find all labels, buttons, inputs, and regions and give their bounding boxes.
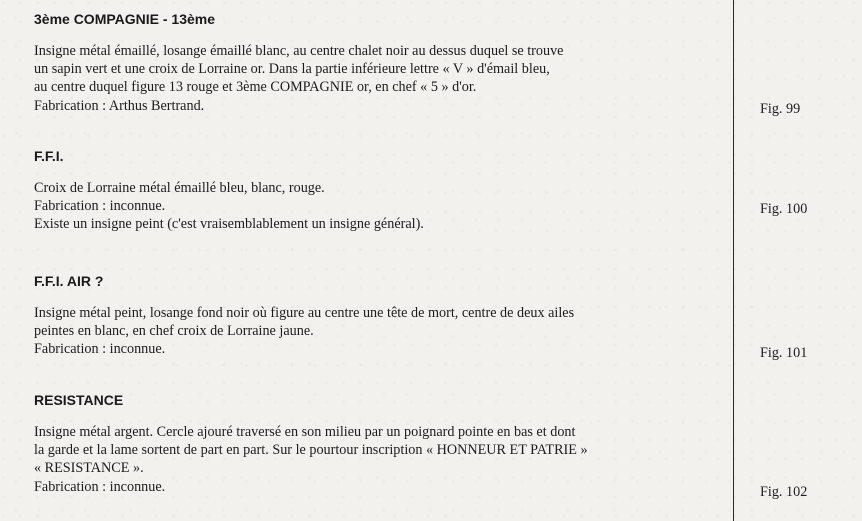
description-line: Existe un insigne peint (c'est vraisemblablement un insigne général). [34, 216, 424, 233]
figure-reference: Fig. 101 [760, 345, 808, 361]
description-line: la garde et la lame sortent de part en part. Sur le pourtour inscription « HONNEUR ET PATRIE » [34, 442, 588, 459]
description-line: Insigne métal émaillé, losange émaillé blanc, au centre chalet noir au dessus duquel se trouve [34, 43, 564, 59]
description-line: un sapin vert et une croix de Lorraine or. Dans la partie inférieure lettre « V » d'émail bleu, [34, 61, 550, 78]
entry-ffi [34, 147, 724, 234]
figure-reference: Fig. 102 [760, 484, 808, 500]
column-divider [733, 0, 734, 521]
description-line: Insigne métal peint, losange fond noir où figure au centre une tête de mort, centre de deux ailes [34, 305, 575, 321]
entry-3eme-compagnie [34, 10, 724, 115]
fabrication-line: Fabrication : Arthus Bertrand. [34, 97, 205, 114]
entry-resistance [34, 391, 724, 496]
figure-reference: Fig. 99 [760, 101, 801, 117]
fabrication-line: Fabrication : inconnue. [34, 198, 166, 215]
entry-description [34, 42, 724, 115]
entry-description [34, 423, 724, 496]
fabrication-line: Fabrication : inconnue. [34, 478, 166, 495]
entry-heading: F.F.I. AIR ? [34, 273, 104, 289]
entry-ffi-air [34, 272, 724, 359]
entry-heading: F.F.I. [34, 148, 64, 164]
entry-heading: RESISTANCE [34, 392, 124, 408]
fabrication-line: Fabrication : inconnue. [34, 341, 166, 358]
description-line: au centre duquel figure 13 rouge et 3ème COMPAGNIE or, en chef « 5 » d'or. [34, 79, 477, 96]
description-line: Insigne métal argent. Cercle ajouré traversé en son milieu par un poignard pointe en bas et dont [34, 424, 576, 440]
figure-reference: Fig. 100 [760, 201, 808, 217]
entry-description [34, 304, 724, 359]
description-line: Croix de Lorraine métal émaillé bleu, blanc, rouge. [34, 180, 325, 196]
entry-heading: 3ème COMPAGNIE - 13ème [34, 11, 216, 27]
description-line: peintes en blanc, en chef croix de Lorraine jaune. [34, 323, 314, 340]
entry-description [34, 179, 724, 234]
description-line: « RESISTANCE ». [34, 460, 144, 477]
